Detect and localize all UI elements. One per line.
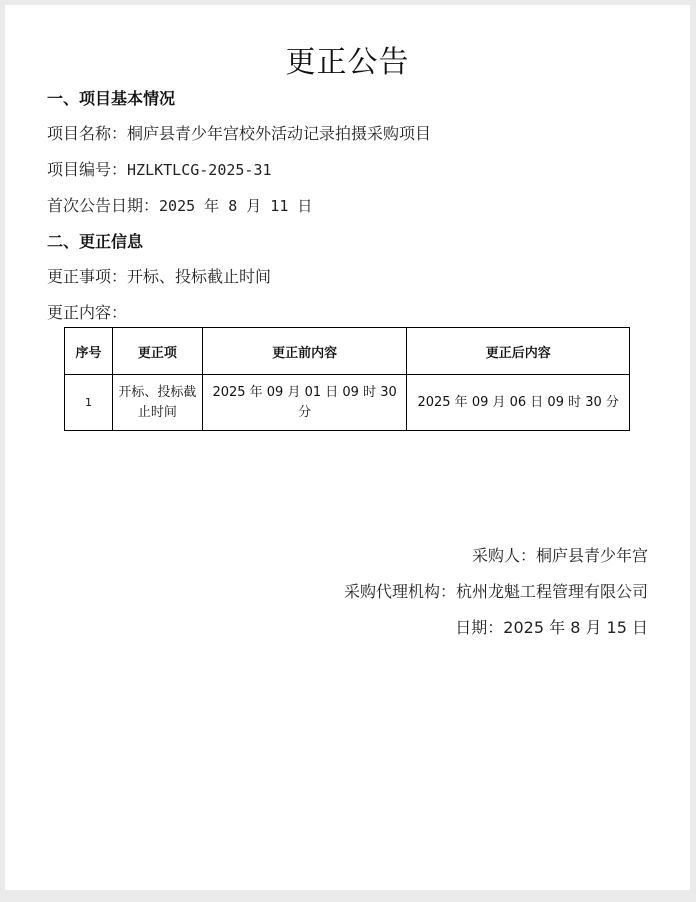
first-notice-date: 2025 年 8 月 11 日	[159, 197, 313, 215]
section-heading-basic-info: 一、项目基本情况	[47, 89, 176, 108]
table-row	[65, 375, 630, 431]
section-heading-correction-info: 二、更正信息	[47, 232, 144, 251]
project-name-label: 项目名称：	[47, 124, 128, 143]
document-page	[5, 5, 690, 890]
project-no-line	[47, 157, 272, 180]
agency-label: 采购代理机构：	[343, 582, 456, 601]
date-label: 日期：	[455, 618, 504, 637]
document-title: 更正公告	[285, 45, 410, 80]
row-item: 开标、投标截止时间	[112, 375, 202, 431]
row-no: 1	[65, 375, 113, 431]
row-after: 2025 年 09 月 06 日 09 时 30 分	[407, 375, 630, 431]
purchaser-label: 采购人：	[471, 546, 536, 565]
purchaser-line	[472, 543, 648, 566]
header-no: 序号	[65, 328, 113, 375]
agency-value: 杭州龙魁工程管理有限公司	[455, 582, 648, 601]
correction-matter-label: 更正事项：	[47, 267, 128, 286]
correction-table	[64, 327, 630, 431]
table-header-row	[65, 328, 630, 375]
first-notice-line	[47, 193, 312, 216]
header-item: 更正项	[112, 328, 202, 375]
correction-matter-value: 开标、投标截止时间	[127, 267, 272, 286]
agency-line	[344, 579, 648, 602]
project-name-line	[47, 121, 431, 144]
project-name-value: 桐庐县青少年宫校外活动记录拍摄采购项目	[127, 124, 432, 143]
purchaser-value: 桐庐县青少年宫	[535, 546, 648, 565]
date-value: 2025 年 8 月 15 日	[503, 618, 648, 637]
correction-content-label: 更正内容：	[47, 303, 128, 322]
header-after: 更正后内容	[407, 328, 630, 375]
header-before: 更正前内容	[202, 328, 407, 375]
correction-matter-line	[47, 264, 271, 287]
date-line	[455, 615, 648, 638]
project-no-value: HZLKTLCG-2025-31	[127, 161, 272, 179]
first-notice-label: 首次公告日期：	[47, 196, 160, 215]
row-before: 2025 年 09 月 01 日 09 时 30 分	[202, 375, 407, 431]
project-no-label: 项目编号：	[47, 160, 128, 179]
